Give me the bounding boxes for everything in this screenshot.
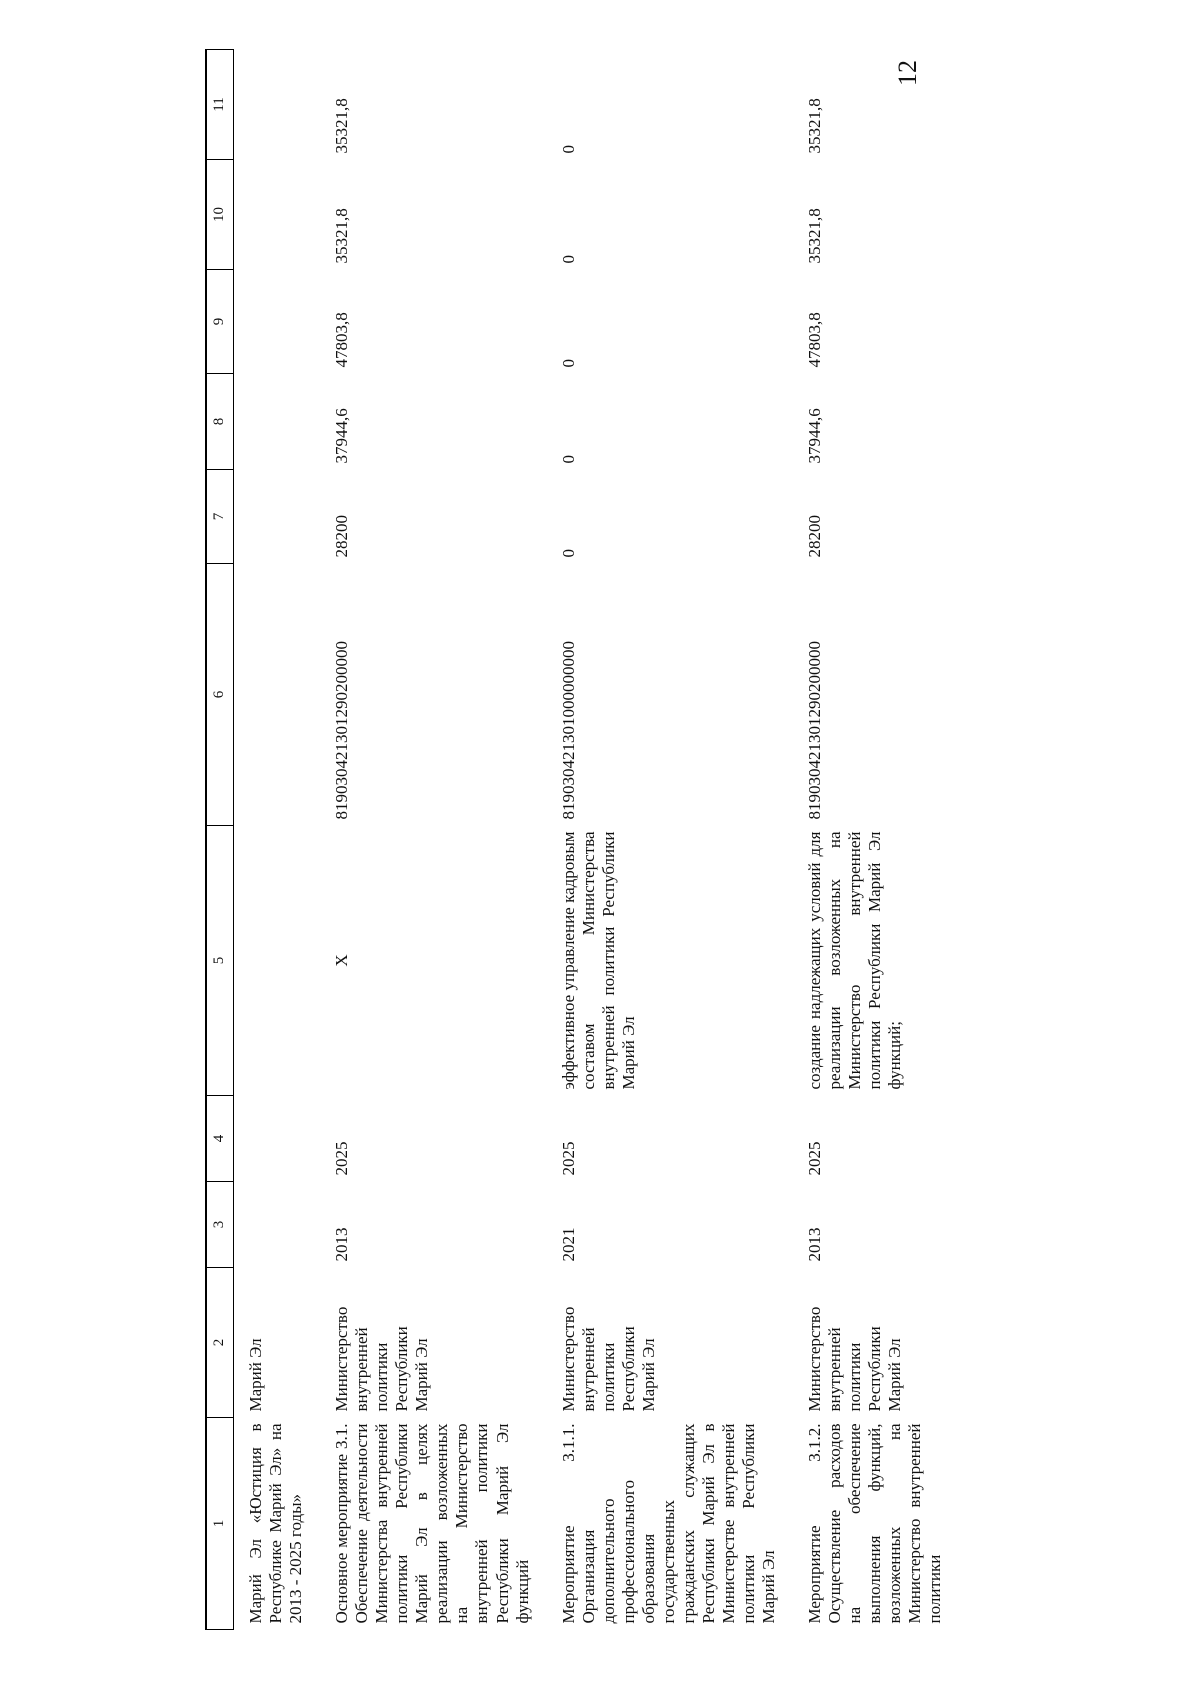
column-header: 4 — [206, 1096, 234, 1182]
table-row — [793, 50, 959, 1630]
value-cell: 0 — [558, 145, 578, 154]
column-header: 11 — [206, 50, 234, 160]
column-header: 1 — [206, 1418, 234, 1630]
end-year-cell — [234, 1096, 321, 1182]
value-cell: 37944,6 — [805, 408, 825, 464]
end-year-cell: 2025 — [332, 1141, 352, 1176]
value-cell: 28200 — [332, 515, 352, 558]
expected-result-cell: создание надлежащих условий для реализации возложенных на Министерство внутренней политики Республики Марий Эл функций; — [805, 831, 905, 1090]
column-header: 5 — [206, 826, 234, 1096]
column-header: 2 — [206, 1268, 234, 1418]
column-header: 3 — [206, 1182, 234, 1268]
value-cell: 0 — [558, 455, 578, 464]
value-cell — [234, 470, 321, 564]
value-cell: 28200 — [805, 515, 825, 558]
value-cell — [234, 160, 321, 270]
program-name-cell: Мероприятие 3.1.2. Осуществление расходов на обеспечение выполнения функций, возложенных на Министерство внутренней политики — [805, 1423, 945, 1624]
start-year-cell: 2013 — [805, 1227, 825, 1262]
value-cell: 47803,8 — [805, 312, 825, 368]
value-cell — [234, 374, 321, 470]
end-year-cell: 2025 — [805, 1141, 825, 1176]
table-row — [234, 50, 321, 1630]
expected-result-cell: Х — [332, 954, 352, 967]
responsible-cell: Министерство внутренней политики Республики Марий Эл — [558, 1306, 658, 1412]
column-header: 7 — [206, 470, 234, 564]
table-row — [547, 50, 794, 1630]
value-cell: 0 — [558, 255, 578, 264]
value-cell: 35321,8 — [332, 208, 352, 264]
budget-code-cell: 819030421301290200000 — [332, 641, 352, 820]
budget-code-cell — [234, 564, 321, 826]
value-cell: 37944,6 — [332, 408, 352, 464]
program-name-cell: Мероприятие 3.1.1. Организация дополнительного профессионального образования государственных гражданских служащих Республики Марий Эл в Министерстве внутренней политики Республики Марий Эл — [558, 1423, 779, 1624]
value-cell: 35321,8 — [805, 208, 825, 264]
value-cell — [234, 50, 321, 160]
page-number: 12 — [893, 60, 922, 86]
responsible-cell: Министерство внутренней политики Республики Марий Эл — [332, 1306, 432, 1412]
start-year-cell — [234, 1182, 321, 1268]
budget-code-cell: 819030421301290200000 — [805, 641, 825, 820]
start-year-cell: 2021 — [558, 1227, 578, 1262]
value-cell — [234, 270, 321, 374]
landscape-table-wrapper — [205, 50, 1005, 1630]
column-header: 9 — [206, 270, 234, 374]
table-header-row — [206, 50, 234, 1630]
responsible-cell: Марий Эл — [246, 1338, 265, 1412]
value-cell: 35321,8 — [332, 98, 352, 154]
value-cell: 35321,8 — [805, 98, 825, 154]
column-header: 6 — [206, 564, 234, 826]
value-cell: 0 — [558, 359, 578, 368]
start-year-cell: 2013 — [332, 1227, 352, 1262]
expected-result-cell: эффективное управление кадровым составом Министерства внутренней политики Республики Марий Эл — [558, 831, 638, 1090]
column-header: 10 — [206, 160, 234, 270]
program-table — [205, 49, 959, 1630]
table-row — [320, 50, 546, 1630]
program-name-cell: Основное мероприятие 3.1. Обеспечение деятельности Министерства внутренней политики Республики Марий Эл в целях реализации возложенных на Министерство внутренней политики Республики Марий Эл функций — [332, 1423, 532, 1624]
responsible-cell: Министерство внутренней политики Республики Марий Эл — [805, 1306, 905, 1412]
program-name-cell: Марий Эл «Юстиция в Республике Марий Эл» на 2013 - 2025 годы» — [246, 1423, 306, 1624]
end-year-cell: 2025 — [558, 1141, 578, 1176]
value-cell: 0 — [558, 549, 578, 558]
budget-code-cell: 819030421301000000000 — [558, 641, 578, 820]
column-header: 8 — [206, 374, 234, 470]
expected-result-cell — [234, 826, 321, 1096]
value-cell: 47803,8 — [332, 312, 352, 368]
